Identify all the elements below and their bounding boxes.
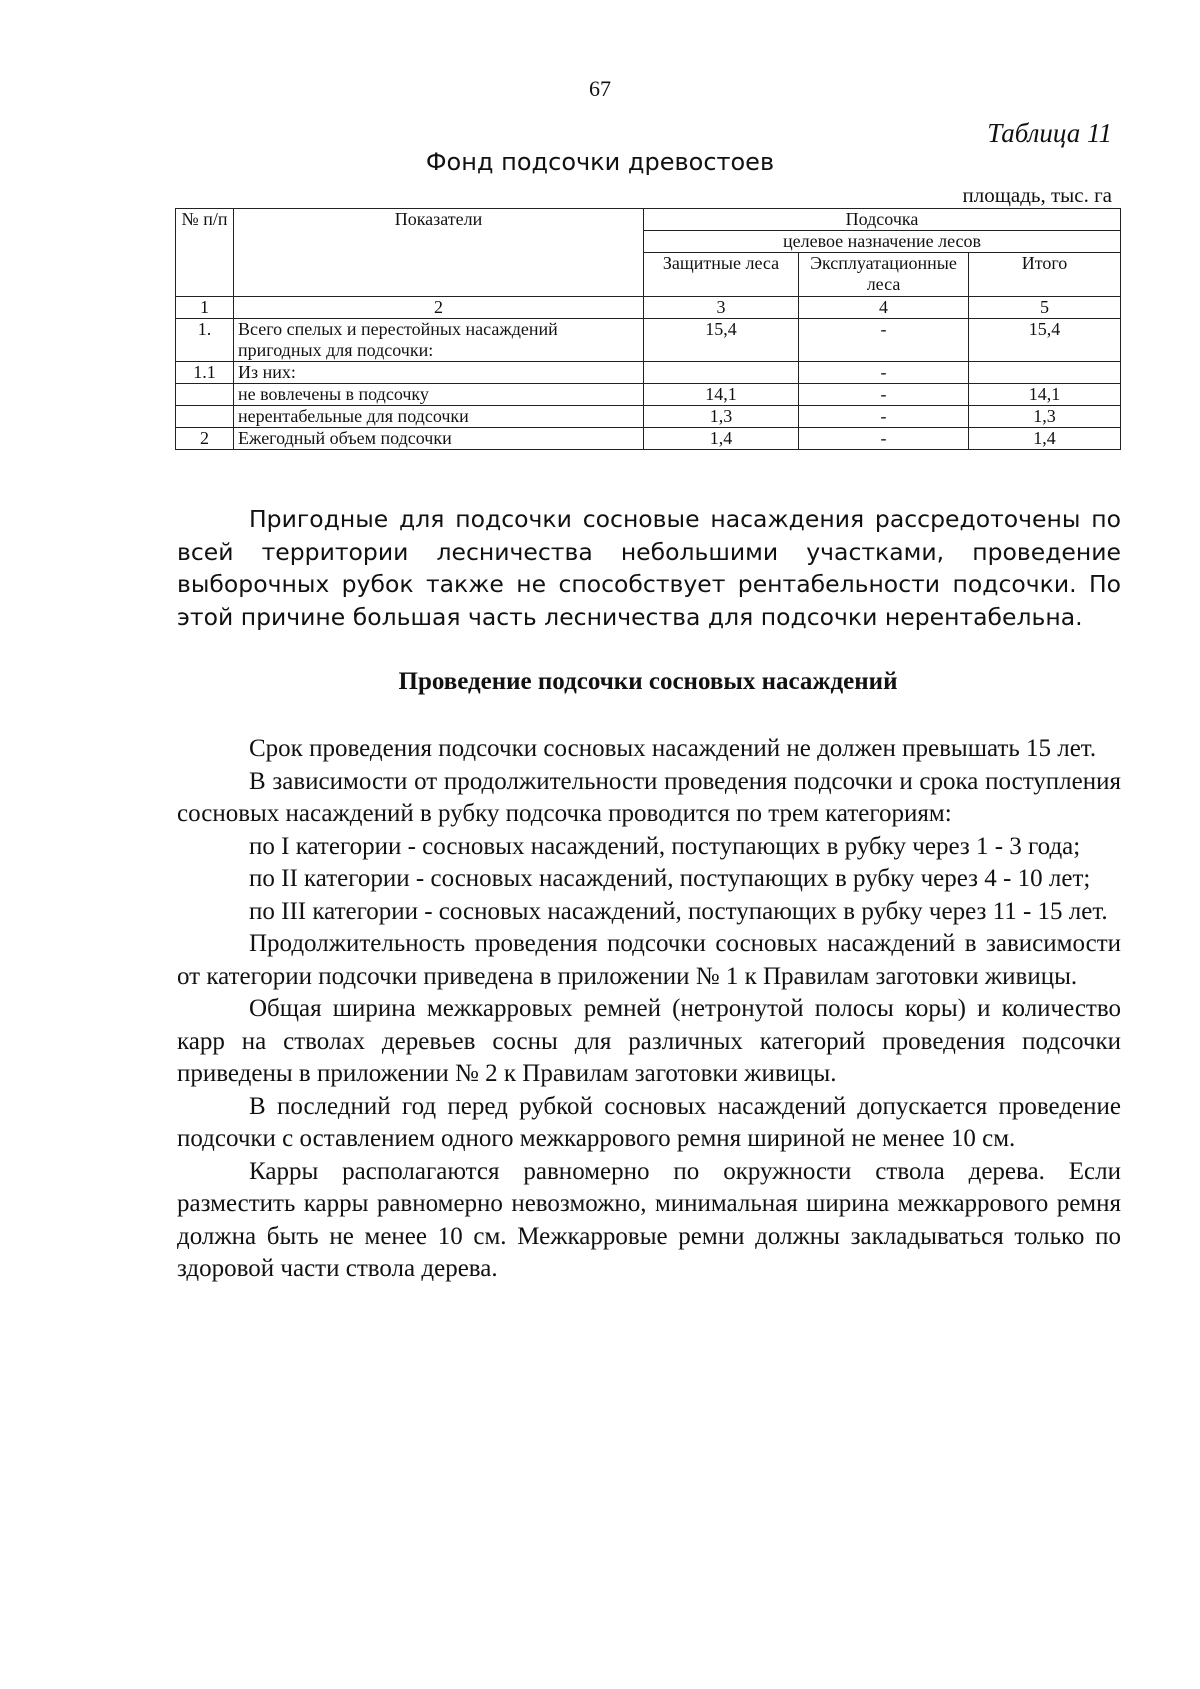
column-number: 3 — [644, 297, 799, 319]
table-title: Фонд подсочки древостоев — [425, 148, 775, 176]
row-protective: 1,4 — [644, 428, 799, 450]
table-units: площадь, тыс. га — [962, 183, 1112, 207]
row-exploitation: - — [799, 319, 969, 362]
table-row — [176, 384, 1121, 406]
row-protective — [644, 362, 799, 384]
header-total: Итого — [969, 253, 1121, 297]
column-number: 5 — [969, 297, 1121, 319]
row-protective: 1,3 — [644, 406, 799, 428]
row-total: 14,1 — [969, 384, 1121, 406]
header-protective: Защитные леса — [644, 253, 799, 297]
row-exploitation: - — [799, 406, 969, 428]
table-row — [176, 428, 1121, 450]
paragraph-text: Продолжительность проведения подсочки сосновых насаждений в зависимости от категории подсочки приведена в приложении № 1 к Правилам заготовки живицы. — [177, 930, 1121, 990]
row-label: Всего спелых и перестойных насаждений пригодных для подсочки: — [234, 319, 644, 362]
row-no — [176, 384, 234, 406]
table-row — [176, 362, 1121, 384]
row-no: 1.1 — [176, 362, 234, 384]
row-no: 1. — [176, 319, 234, 362]
column-number-row — [176, 297, 1121, 319]
row-protective: 15,4 — [644, 319, 799, 362]
paragraph-text: В зависимости от продолжительности проведения подсочки и срока поступления сосновых насаждений в рубку подсочка проводится по трем категориям: — [177, 767, 1121, 827]
row-no — [176, 406, 234, 428]
paragraph-text: по III категории - сосновых насаждений, поступающих в рубку через 11 - 15 лет. — [249, 897, 1108, 925]
row-exploitation: - — [799, 384, 969, 406]
column-number: 1 — [176, 297, 234, 319]
paragraph-suitability — [177, 503, 1121, 633]
row-total: 1,3 — [969, 406, 1121, 428]
row-label: не вовлечены в подсочку — [234, 384, 644, 406]
row-label: Ежегодный объем подсочки — [234, 428, 644, 450]
table-row — [176, 406, 1121, 428]
section-body — [177, 733, 1121, 1286]
table-label: Таблица 11 — [987, 118, 1112, 148]
paragraph-text: Пригодные для подсочки сосновые насаждения рассредоточены по всей территории лесничества небольшими участками, проведение выборочных рубок также не способствует рентабельности подсочки. По этой причине большая часть лесничества для подсочки нерентабельна. — [177, 505, 1121, 631]
header-exploitation: Эксплуатационные леса — [799, 253, 969, 297]
header-indicators: Показатели — [234, 209, 644, 297]
header-group: Подсочка — [644, 209, 1121, 231]
paragraph-text: по I категории - сосновых насаждений, поступающих в рубку через 1 - 3 года; — [249, 832, 1081, 860]
paragraph-text: Карры располагаются равномерно по окружности ствола дерева. Если разместить карры равномерно невозможно, минимальная ширина межкаррового ремня должна быть не менее 10 см. Межкарровые ремни должны закладываться только по здоровой части ствола дерева. — [177, 1157, 1121, 1282]
table-header-row — [176, 209, 1121, 231]
row-label: Из них: — [234, 362, 644, 384]
row-exploitation: - — [799, 362, 969, 384]
row-no: 2 — [176, 428, 234, 450]
header-subgroup: целевое назначение лесов — [644, 231, 1121, 253]
row-total — [969, 362, 1121, 384]
paragraph-text: Общая ширина межкарровых ремней (нетронутой полосы коры) и количество карр на стволах деревьев сосны для различных категорий проведения подсочки приведены в приложении № 2 к Правилам заготовки живицы. — [177, 995, 1121, 1087]
paragraph-text: Срок проведения подсочки сосновых насаждений не должен превышать 15 лет. — [249, 735, 1097, 762]
row-protective: 14,1 — [644, 384, 799, 406]
paragraph-text: В последний год перед рубкой сосновых насаждений допускается проведение подсочки с оставлением одного межкаррового ремня шириной не менее 10 см. — [177, 1092, 1121, 1152]
row-total: 15,4 — [969, 319, 1121, 362]
section-heading: Проведение подсочки сосновых насаждений — [398, 668, 898, 695]
column-number: 2 — [234, 297, 644, 319]
page-number: 67 — [589, 76, 611, 101]
table-row — [176, 319, 1121, 362]
fund-table — [175, 208, 1121, 450]
row-label: нерентабельные для подсочки — [234, 406, 644, 428]
column-number: 4 — [799, 297, 969, 319]
header-no: № п/п — [176, 209, 234, 297]
paragraph-text: по II категории - сосновых насаждений, поступающих в рубку через 4 - 10 лет; — [249, 865, 1091, 892]
row-exploitation: - — [799, 428, 969, 450]
row-total: 1,4 — [969, 428, 1121, 450]
